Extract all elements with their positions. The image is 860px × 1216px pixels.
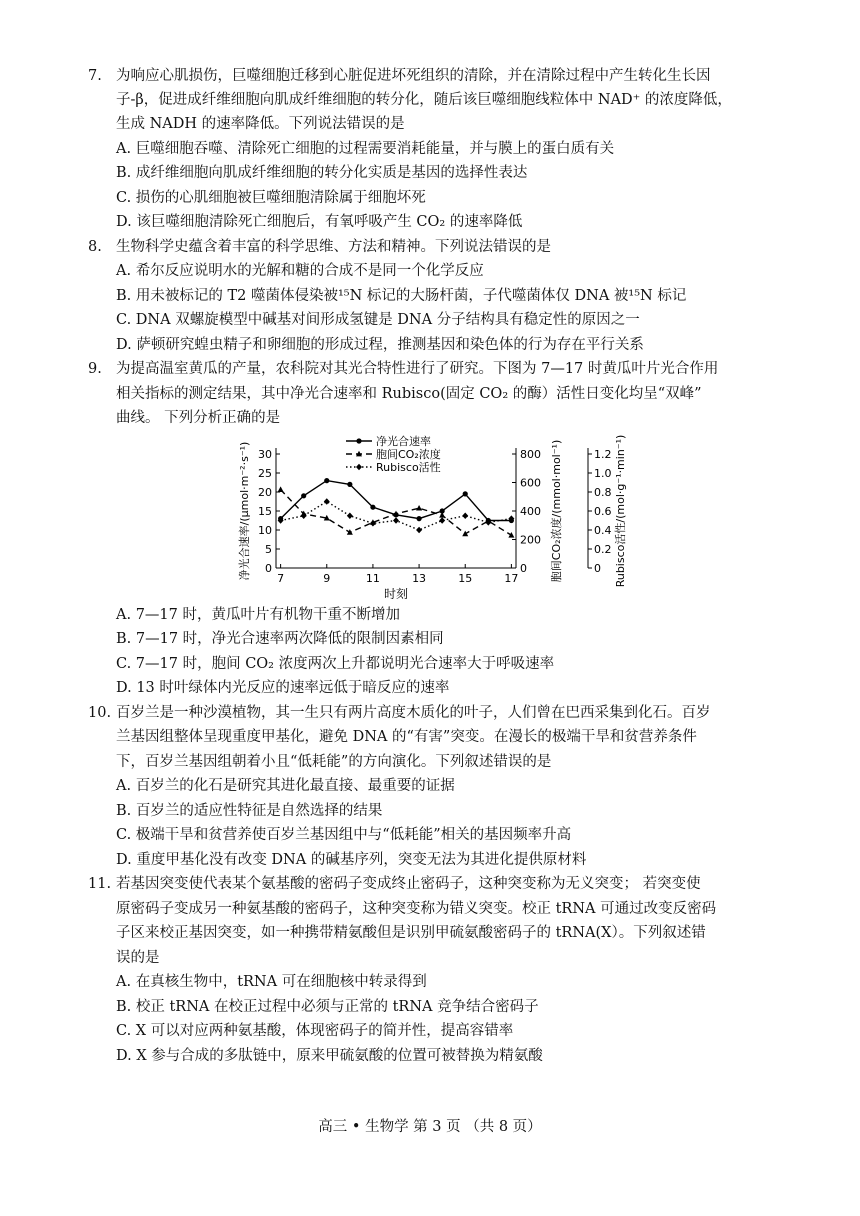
data-point xyxy=(347,513,353,519)
question-7-option-b: B. 成纤维细胞向肌成纤维细胞的转分化实质是基因的选择性表达 xyxy=(116,165,528,181)
right-axis-tick-label: 1.2 xyxy=(594,448,612,461)
question-10-option-a: A. 百岁兰的化石是研究其进化最直接、最重要的证据 xyxy=(116,778,455,794)
mid-axis-tick-label: 600 xyxy=(520,476,541,490)
question-8-stem-line-1: 8. 生物科学史蕴含着丰富的科学思维、方法和精神。下列说法错误的是 xyxy=(88,235,551,259)
question-10-number: 10. xyxy=(88,705,112,721)
left-axis-tick-label: 5 xyxy=(265,543,272,556)
question-10-stem-line-3: 下，百岁兰基因组朝着小且“低耗能”的方向演化。下列叙述错误的是 xyxy=(116,754,552,770)
x-axis-tick-label: 11 xyxy=(365,572,380,585)
right-axis-tick-label: 0.8 xyxy=(594,486,612,499)
data-point xyxy=(462,513,468,519)
question-9-option-c: C. 7—17 时，胞间 CO₂ 浓度两次上升都说明光合速率大于呼吸速率 xyxy=(116,656,555,672)
data-point xyxy=(324,498,330,504)
data-point xyxy=(347,529,353,535)
question-8-option-b: B. 用未被标记的 T2 噬菌体侵染被¹⁵N 标记的大肠杆菌，子代噬菌体仅 DNA 被¹⁵N 标记 xyxy=(116,288,687,304)
data-point xyxy=(463,491,468,496)
question-11-stem-line-4: 误的是 xyxy=(116,950,160,966)
mid-axis-tick-label: 800 xyxy=(520,448,541,461)
data-point xyxy=(416,527,422,533)
x-axis-tick-label: 9 xyxy=(323,572,331,585)
data-point xyxy=(301,513,307,519)
question-9-stem-line-1: 9. 为提高温室黄瓜的产量，农科院对其光合特性进行了研究。下图为 7—17 时黄瓜叶片光合作用 xyxy=(88,357,718,381)
question-7-option-c: C. 损伤的心肌细胞被巨噬细胞清除属于细胞坏死 xyxy=(116,190,426,206)
data-point xyxy=(370,505,375,510)
data-point xyxy=(439,517,445,523)
legend-marker xyxy=(356,438,361,443)
data-point xyxy=(439,512,445,518)
question-8-option-d: D. 萨顿研究蝗虫精子和卵细胞的形成过程，推测基因和染色体的行为存在平行关系 xyxy=(116,337,644,353)
x-axis-tick-label: 13 xyxy=(412,572,427,585)
question-8-number: 8. xyxy=(88,239,102,255)
legend-label: Rubisco活性 xyxy=(376,461,441,474)
question-11-option-c: C. X 可以对应两种氨基酸，体现密码子的简并性，提高容错率 xyxy=(116,1023,514,1039)
photosynthesis-chart xyxy=(236,432,636,604)
left-axis-tick-label: 20 xyxy=(258,486,272,499)
page-footer: 高三 • 生物学 第 3 页 （共 8 页） xyxy=(318,1119,542,1135)
x-axis-tick-label: 7 xyxy=(277,572,285,585)
question-10-option-d: D. 重度甲基化没有改变 DNA 的碱基序列，突变无法为其进化提供原材料 xyxy=(116,852,587,868)
mid-axis-tick-label: 200 xyxy=(520,533,541,547)
question-7-option-d: D. 该巨噬细胞清除死亡细胞后，有氧呼吸产生 CO₂ 的速率降低 xyxy=(116,214,523,230)
mid-axis-tick-label: 0 xyxy=(520,562,527,575)
data-point xyxy=(278,486,284,492)
question-7-option-a: A. 巨噬细胞吞噬、清除死亡细胞的过程需要消耗能量，并与膜上的蛋白质有关 xyxy=(116,141,615,157)
x-axis-tick-label: 17 xyxy=(504,572,519,585)
left-axis-tick-label: 0 xyxy=(265,562,272,575)
legend-label: 胞间CO₂浓度 xyxy=(376,448,441,461)
mid-axis-title: 胞间CO₂浓度/(mmol·mol⁻¹) xyxy=(550,439,563,583)
question-10-stem-line-1: 10. 百岁兰是一种沙漠植物，其一生只有两片高度木质化的叶子，人们曾在巴西采集到化石。百岁 xyxy=(88,701,711,725)
question-9-stem-line-3: 曲线。 下列分析正确的是 xyxy=(116,410,281,426)
left-axis-tick-label: 10 xyxy=(258,524,272,537)
right-axis-tick-label: 0.4 xyxy=(594,524,612,537)
question-10-option-b: B. 百岁兰的适应性特征是自然选择的结果 xyxy=(116,803,383,819)
question-7-stem-line-1: 7. 为响应心肌损伤，巨噬细胞迁移到心脏促进坏死组织的清除，并在清除过程中产生转化生长因 xyxy=(88,64,711,88)
question-11-option-a: A. 在真核生物中，tRNA 可在细胞核中转录得到 xyxy=(116,974,427,990)
question-9-number: 9. xyxy=(88,361,102,377)
mid-axis-tick-label: 400 xyxy=(520,505,541,518)
left-axis-tick-label: 25 xyxy=(258,467,272,480)
question-10-stem-line-2: 兰基因组整体呈现重度甲基化，避免 DNA 的“有害”突变。在漫长的极端干旱和贫营养条件 xyxy=(116,729,697,745)
question-8-option-a: A. 希尔反应说明水的光解和糖的合成不是同一个化学反应 xyxy=(116,263,484,279)
left-axis-title: 净光合速率/(μmol·m⁻²·s⁻¹) xyxy=(238,441,251,581)
question-11-option-d: D. X 参与合成的多肽链中，原来甲硫氨酸的位置可被替换为精氨酸 xyxy=(116,1048,543,1064)
question-9-option-a: A. 7—17 时，黄瓜叶片有机物干重不断增加 xyxy=(116,607,400,623)
x-axis-tick-label: 15 xyxy=(458,572,473,585)
x-axis-title: 时刻 xyxy=(383,587,409,601)
legend-label: 净光合速率 xyxy=(376,435,431,448)
data-point xyxy=(416,505,422,511)
question-11-stem-line-1: 11. 若基因突变使代表某个氨基酸的密码子变成终止密码子，这种突变称为无义突变； 若突变使 xyxy=(88,872,701,896)
question-9-option-b: B. 7—17 时，净光合速率两次降低的限制因素相同 xyxy=(116,631,444,647)
question-7-stem-line-3: 生成 NADH 的速率降低。下列说法错误的是 xyxy=(116,116,405,132)
data-point xyxy=(301,493,306,498)
data-point xyxy=(393,517,399,523)
data-point xyxy=(416,516,421,521)
left-axis-tick-label: 30 xyxy=(258,448,272,461)
question-7-number: 7. xyxy=(88,68,102,84)
right-axis-tick-label: 0 xyxy=(594,562,601,575)
question-9-stem-line-2: 相关指标的测定结果，其中净光合速率和 Rubisco(固定 CO₂ 的酶）活性日变化均呈“双峰” xyxy=(116,386,702,402)
legend-marker xyxy=(356,464,362,470)
question-8-option-c: C. DNA 双螺旋模型中碱基对间形成氢键是 DNA 分子结构具有稳定性的原因之一 xyxy=(116,312,640,328)
question-7-stem-line-2: 子-β，促进成纤维细胞向肌成纤维细胞的转分化，随后该巨噬细胞线粒体中 NAD⁺ 的浓度降低， xyxy=(116,92,732,108)
question-11-stem-line-2: 原密码子变成另一种氨基酸的密码子，这种突变称为错义突变。校正 tRNA 可通过改变反密码 xyxy=(116,901,717,917)
right-axis-tick-label: 0.2 xyxy=(594,543,612,556)
left-axis-tick-label: 15 xyxy=(258,505,272,518)
question-11-number: 11. xyxy=(88,876,112,892)
question-11-stem-line-3: 子区来校正基因突变，如一种携带精氨酸但是识别甲硫氨酸密码子的 tRNA(X）。下列叙述错 xyxy=(116,925,706,941)
question-10-option-c: C. 极端干旱和贫营养使百岁兰基因组中与“低耗能”相关的基因频率升高 xyxy=(116,827,572,843)
question-11-option-b: B. 校正 tRNA 在校正过程中必须与正常的 tRNA 竞争结合密码子 xyxy=(116,999,539,1015)
right-axis-tick-label: 1.0 xyxy=(594,467,612,480)
right-axis-tick-label: 0.6 xyxy=(594,505,612,518)
data-point xyxy=(324,478,329,483)
question-9-option-d: D. 13 时叶绿体内光反应的速率远低于暗反应的速率 xyxy=(116,680,450,696)
data-point xyxy=(347,482,352,487)
right-axis-title: Rubisco活性/(mol·g⁻¹·min⁻¹) xyxy=(614,434,627,588)
data-point xyxy=(508,532,514,538)
